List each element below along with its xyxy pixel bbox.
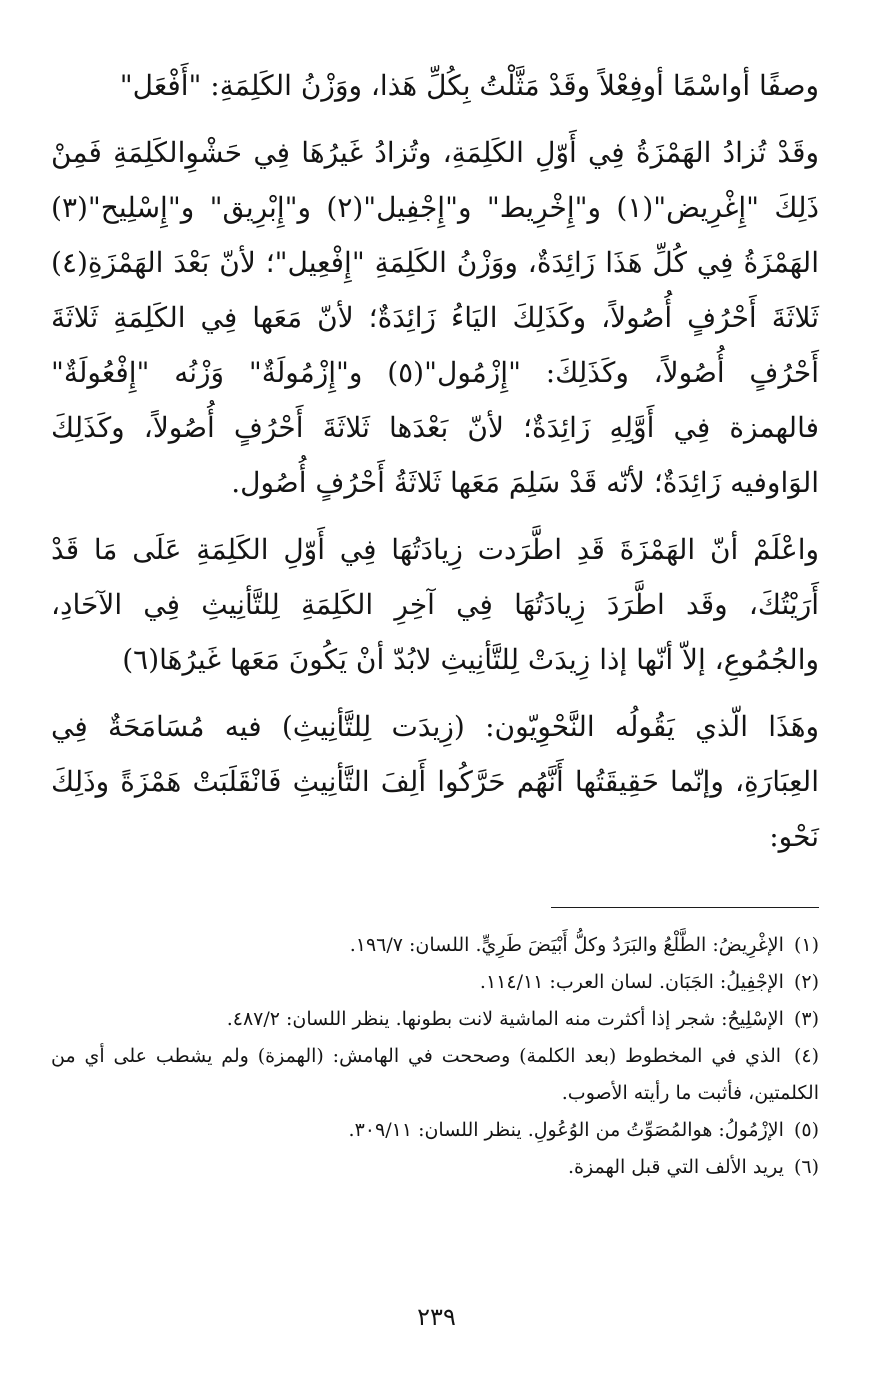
footnote-text: الإجْفِيلُ: الجَبَان. لسان العرب: ١١٤/١١.	[479, 971, 784, 993]
footnote-5	[51, 1112, 819, 1149]
footnotes	[51, 927, 819, 1186]
paragraph-4: وهَذَا الّذي يَقُولُه النَّحْوِيّون: (زِيدَت لِلتَّأنِيثِ) فيه مُسَامَحَةٌ فِي العِبَارَةِ، وإنّما حَقِيقَتُها أَنَّهُم حَرَّكُوا أَلِفَ التَّأنِيثِ فَانْقَلَبَتْ هَمْزَةً وذَلِكَ نَحْو:	[51, 710, 819, 853]
footnote-6	[51, 1149, 819, 1186]
footnote-number: (٣)	[793, 1008, 819, 1030]
footnote-divider	[551, 907, 819, 908]
footnote-3	[51, 1001, 819, 1038]
footnote-number: (٢)	[793, 971, 819, 993]
paragraph-1: وصفًا أواسْمًا أوفِعْلاً وقَدْ مَثَّلْتُ بِكُلِّ هَذا، ووَزْنُ الكَلِمَةِ: "أَفْعَل"	[119, 69, 819, 102]
footnote-number: (٥)	[793, 1119, 819, 1141]
page-number: ٢٣٩	[417, 1303, 456, 1331]
footnote-4	[51, 1038, 819, 1112]
paragraph-2: وقَدْ تُزادُ الهَمْزَةُ فِي أَوّلِ الكَلِمَةِ، وتُزادُ غَيرُهَا فِي حَشْوِالكَلِمَةِ فَمِنْ ذَلِكَ "إِغْرِيض"(١) و"إِخْرِيط" و"إِجْفِيل"(٢) و"إِبْرِيق" و"إِسْلِيح"(٣) الهَمْزَةُ فِي كُلِّ هَذَا زَائِدَةٌ، ووَزْنُ الكَلِمَةِ "إِفْعِيل"؛ لأنّ بَعْدَ الهَمْزَةِ(٤) ثَلاثَةَ أَحْرُفٍ أُصُولاً، وكَذَلِكَ اليَاءُ زَائِدَةٌ؛ لأنّ مَعَها فِي الكَلِمَةِ ثَلاثَةَ أَحْرُفٍ أُصُولاً، وكَذَلِكَ: "إِزْمُول"(٥) و"إِزْمُولَةٌ" وَزْنُه "إِفْعُولَةٌ" فالهمزة فِي أَوَّلِهِ زَائِدَةٌ؛ لأنّ بَعْدَها ثَلاثَةَ أَحْرُفٍ أُصُولاً، وكَذَلِكَ الوَاوفيه زَائِدَةٌ؛ لأنّه قَدْ سَلِمَ مَعَها ثَلاثَةُ أَحْرُفٍ أُصُول.	[51, 136, 819, 499]
footnote-text: الذي في المخطوط (بعد الكلمة) وصححت في الهامش: (الهمزة) ولم يشطب على أي من الكلمتين، فأثبت ما رأيته الأصوب.	[51, 1045, 819, 1104]
footnote-number: (٦)	[793, 1156, 819, 1178]
footnote-number: (٤)	[793, 1045, 819, 1067]
footnote-text: الإسْلِيحُ: شجر إذا أكثرت منه الماشية لانت بطونها. ينظر اللسان: ٤٨٧/٢.	[226, 1008, 784, 1030]
main-text-body	[51, 58, 819, 864]
footnote-text: الإزْمُولُ: هوالمُصَوِّتُ من الوُعُولِ. ينظر اللسان: ٣٠٩/١١.	[348, 1119, 784, 1141]
footnote-2	[51, 964, 819, 1001]
footnote-text: الإغْرِيضُ: الطَّلْعُ والبَرَدُ وكلُّ أَبْيَضَ طَرِيٍّ. اللسان: ١٩٦/٧.	[349, 934, 784, 956]
footnote-1	[51, 927, 819, 964]
footnote-number: (١)	[793, 934, 819, 956]
footnote-text: يريد الألف التي قبل الهمزة.	[567, 1156, 784, 1178]
paragraph-3: واعْلَمْ أنّ الهَمْزَةَ قَدِ اطَّرَدت زِيادَتُهَا فِي أَوّلِ الكَلِمَةِ عَلَى مَا قَدْ أَرَيْتُكَ، وقَد اطَّرَدَ زِيادَتُهَا فِي آخِرِ الكَلِمَةِ لِلتَّأنِيثِ فِي الآحَادِ، والجُمُوعِ، إلاّ أنّها إذا زِيدَتْ لِلتَّأنِيثِ لابُدّ أنْ يَكُونَ مَعَها غَيرُهَا(٦)	[51, 533, 819, 676]
